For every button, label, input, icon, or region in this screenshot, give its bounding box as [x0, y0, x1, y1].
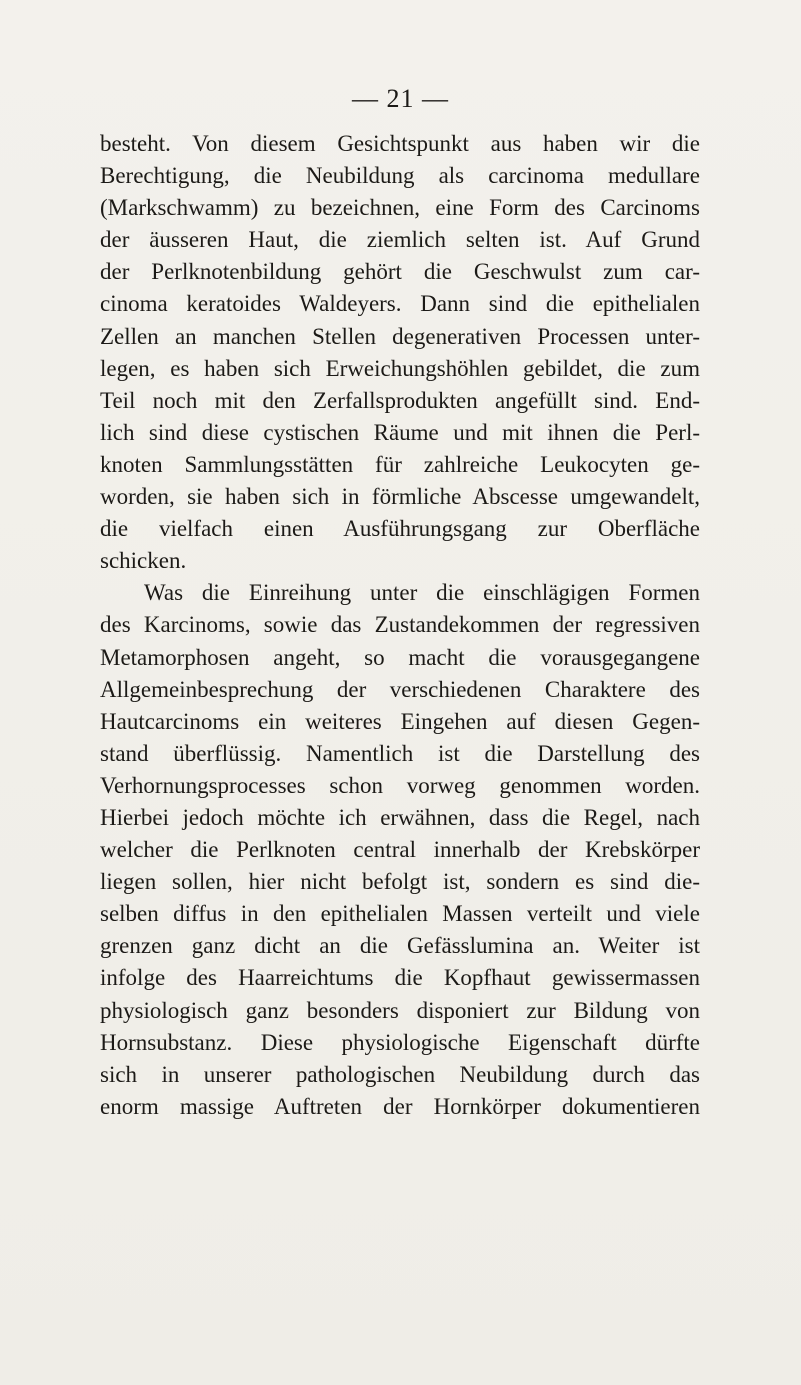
text-line: Teil noch mit den Zerfallsprodukten angefüllt sind. End-: [100, 387, 700, 413]
text-line: Zellen an manchen Stellen degenerativen Processen unter-: [100, 323, 700, 349]
text-line: liegen sollen, hier nicht befolgt ist, sondern es sind die-: [100, 869, 700, 895]
text-line: der äusseren Haut, die ziemlich selten ist. Auf Grund: [100, 227, 700, 253]
text-line: sich in unserer pathologischen Neubildung durch das: [100, 1061, 700, 1087]
text-line: cinoma keratoides Waldeyers. Dann sind die epithelialen: [100, 291, 700, 317]
text-line: selben diffus in den epithelialen Massen verteilt und viele: [100, 901, 700, 927]
text-line: worden, sie haben sich in förmliche Abscesse umgewandelt,: [100, 484, 700, 510]
text-line: Was die Einreihung unter die einschlägigen Formen: [144, 580, 700, 606]
text-line: grenzen ganz dicht an die Gefässlumina an. Weiter ist: [100, 933, 700, 959]
text-line: (Markschwamm) zu bezeichnen, eine Form des Carcinoms: [100, 195, 700, 221]
text-line: lich sind diese cystischen Räume und mit ihnen die Perl-: [100, 419, 700, 445]
text-line: Verhornungsprocesses schon vorweg genommen worden.: [100, 772, 700, 798]
text-line: Metamorphosen angeht, so macht die vorausgegangene: [100, 644, 700, 670]
text-line: Allgemeinbesprechung der verschiedenen Charaktere des: [100, 676, 700, 702]
text-line: knoten Sammlungsstätten für zahlreiche Leukocyten ge-: [100, 451, 700, 477]
body-text: [100, 128, 700, 1123]
text-line: stand überflüssig. Namentlich ist die Darstellung des: [100, 740, 700, 766]
text-line: Hautcarcinoms ein weiteres Eingehen auf diesen Gegen-: [100, 708, 700, 734]
text-line: schicken.: [100, 548, 187, 574]
text-line: enorm massige Auftreten der Hornkörper dokumentieren: [100, 1093, 700, 1119]
text-line: Hornsubstanz. Diese physiologische Eigenschaft dürfte: [100, 1029, 700, 1055]
text-line: besteht. Von diesem Gesichtspunkt aus haben wir die: [100, 131, 700, 156]
text-line: legen, es haben sich Erweichungshöhlen gebildet, die zum: [100, 355, 700, 381]
text-line: Hierbei jedoch möchte ich erwähnen, dass die Regel, nach: [100, 804, 700, 830]
text-line: physiologisch ganz besonders disponiert zur Bildung von: [100, 997, 700, 1023]
text-line: Berechtigung, die Neubildung als carcinoma medullare: [100, 163, 700, 189]
text-line: welcher die Perlknoten central innerhalb der Krebskörper: [100, 837, 700, 863]
text-line: des Karcinoms, sowie das Zustandekommen der regressiven: [100, 612, 700, 638]
text-line: die vielfach einen Ausführungsgang zur Oberfläche: [100, 516, 700, 542]
text-line: der Perlknotenbildung gehört die Geschwulst zum car-: [100, 259, 700, 285]
page-number: — 21 —: [352, 84, 449, 113]
text-line: infolge des Haarreichtums die Kopfhaut gewissermassen: [100, 965, 700, 991]
